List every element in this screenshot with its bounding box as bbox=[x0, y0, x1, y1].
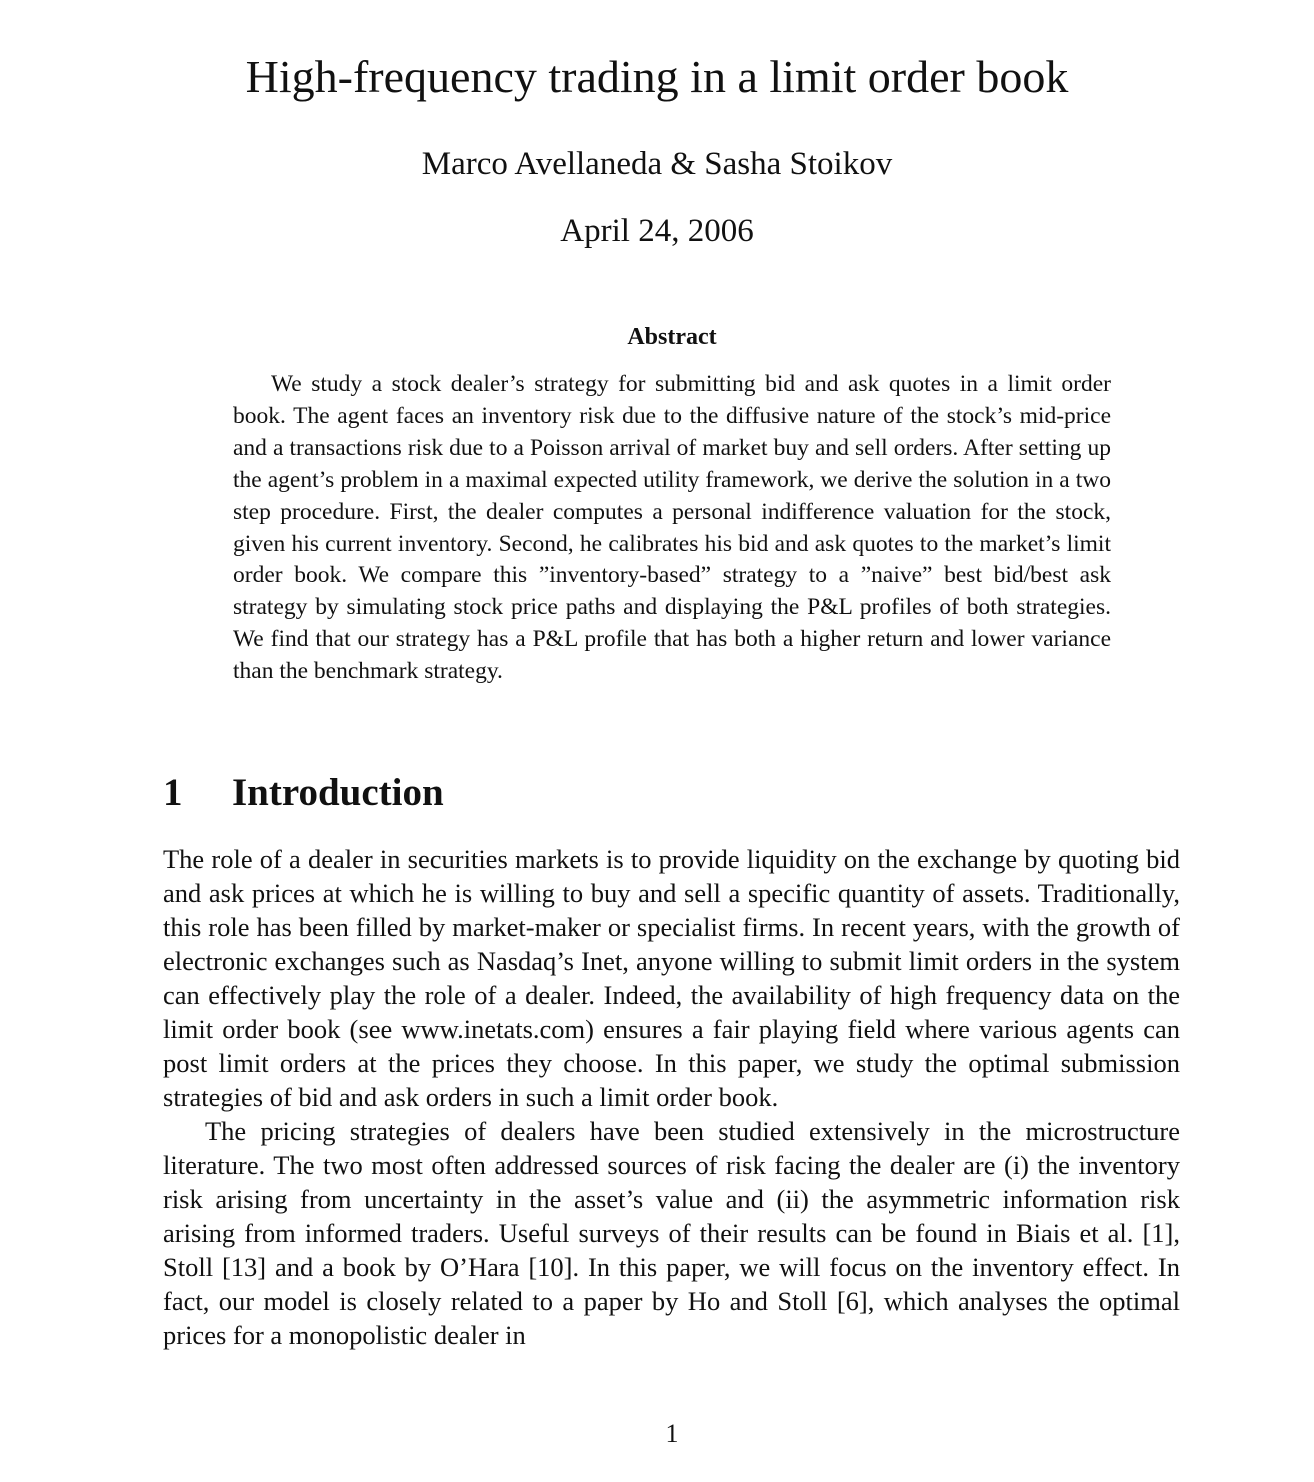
page-number: 1 bbox=[665, 1419, 679, 1448]
abstract-heading: Abstract bbox=[627, 324, 717, 350]
section-title: Introduction bbox=[232, 771, 444, 814]
section-heading bbox=[163, 768, 444, 818]
paragraph: The role of a dealer in securities markets is to provide liquidity on the exchange by quoting bid and ask prices at which he is willing to buy and sell a specific quantity of assets. Traditionally, this role has been filled by market-maker or specialist firms. In recent years, with the growth of electronic exchanges such as Nasdaq’s Inet, anyone willing to submit limit orders in the system can effectively play the role of a dealer. Indeed, the availability of high frequency data on the limit order book (see www.inetats.com) ensures a fair playing field where various agents can post limit orders at the prices they choose. In this paper, we study the optimal submission strategies of bid and ask orders in such a limit order book. bbox=[163, 844, 1180, 1112]
paper-date: April 24, 2006 bbox=[560, 213, 754, 249]
section-number: 1 bbox=[163, 771, 183, 814]
abstract-text: We study a stock dealer’s strategy for submitting bid and ask quotes in a limit order book. The agent faces an inventory risk due to the diffusive nature of the stock’s mid-price and a transactions risk due to a Poisson arrival of market buy and sell orders. After setting up the agent’s problem in a maximal expected utility framework, we derive the solution in a two step procedure. First, the dealer computes a personal indifference valuation for the stock, given his current inventory. Second, he calibrates his bid and ask quotes to the market’s limit order book. We compare this ”inventory-based” strategy to a ”naive” best bid/best ask strategy by simulating stock price paths and displaying the P&L profiles of both strategies. We find that our strategy has a P&L profile that has both a higher return and lower variance than the benchmark strategy. bbox=[233, 371, 1111, 685]
paper-authors: Marco Avellaneda & Sasha Stoikov bbox=[421, 146, 893, 182]
introduction-body bbox=[163, 842, 1180, 1352]
paper-title: High-frequency trading in a limit order book bbox=[245, 51, 1069, 102]
paragraph: The pricing strategies of dealers have been studied extensively in the microstructure literature. The two most often addressed sources of risk facing the dealer are (i) the inventory risk arising from uncertainty in the asset’s value and (ii) the asymmetric information risk arising from informed traders. Useful surveys of their results can be found in Biais et al. [1], Stoll [13] and a book by O’Hara [10]. In this paper, we will focus on the inventory effect. In fact, our model is closely related to a paper by Ho and Stoll [6], which analyses the optimal prices for a monopolistic dealer in bbox=[163, 1116, 1180, 1350]
